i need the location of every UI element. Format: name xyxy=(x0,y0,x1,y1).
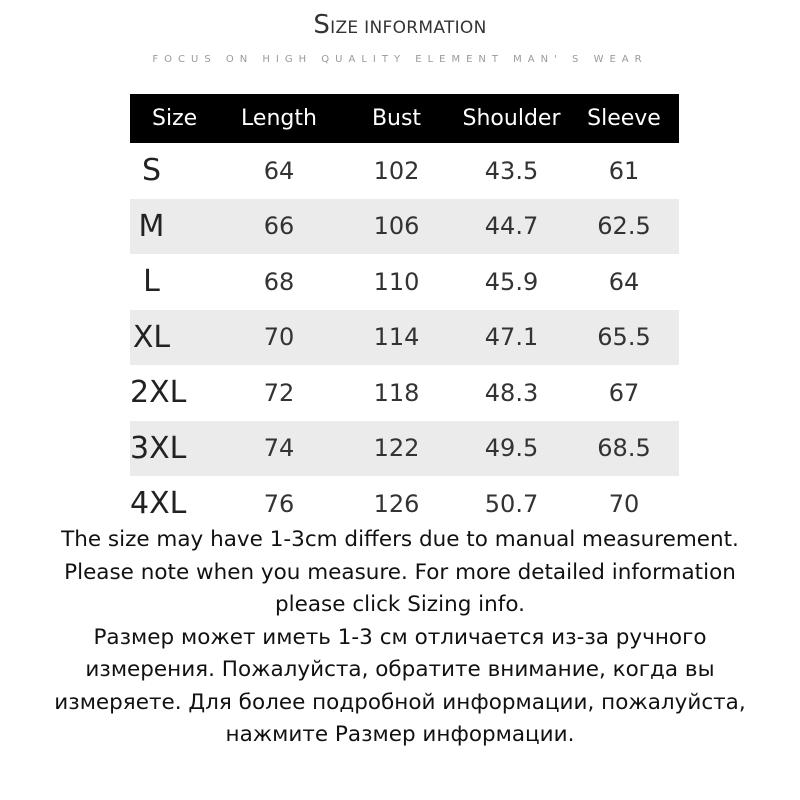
bust-cell: 122 xyxy=(339,421,454,477)
column-header-size: Size xyxy=(130,94,219,143)
note-line-ru: измерения. Пожалуйста, обратите внимание, когда вы xyxy=(85,657,715,682)
column-header-length: Length xyxy=(219,94,339,143)
column-header-sleeve: Sleeve xyxy=(569,94,679,143)
title-rest: IZE INFORMATION xyxy=(330,18,487,38)
table-row xyxy=(130,199,679,255)
sleeve-cell: 70 xyxy=(608,489,640,518)
table-row xyxy=(130,254,679,310)
size-cell: S xyxy=(141,153,162,189)
table-row xyxy=(130,143,679,199)
note-line-en: Please note when you measure. For more detailed information xyxy=(64,559,736,585)
length-cell: 70 xyxy=(219,310,339,366)
size-cell: M xyxy=(130,199,219,255)
sleeve-cell: 61 xyxy=(608,156,640,185)
bust-cell: 126 xyxy=(373,489,420,518)
bust-cell: 118 xyxy=(373,378,420,407)
note-line-ru: нажмите Размер информации. xyxy=(225,722,575,747)
length-cell: 72 xyxy=(263,378,295,407)
size-cell: 4XL xyxy=(130,486,187,522)
size-cell: XL xyxy=(130,310,219,366)
sleeve-cell: 64 xyxy=(608,267,640,296)
shoulder-cell: 49.5 xyxy=(454,421,569,477)
sleeve-cell: 68.5 xyxy=(569,421,679,477)
table-row xyxy=(130,365,679,421)
size-cell: L xyxy=(143,264,160,300)
note-line-ru: измеряете. Для более подробной информации, пожалуйста, xyxy=(54,689,746,715)
table-row xyxy=(130,310,679,366)
table-header-row xyxy=(130,94,679,143)
column-header-shoulder: Shoulder xyxy=(454,94,569,143)
length-cell: 64 xyxy=(263,156,295,185)
shoulder-cell: 47.1 xyxy=(454,310,569,366)
size-chart-table xyxy=(130,94,679,532)
measurement-notes xyxy=(40,524,760,752)
sleeve-cell: 65.5 xyxy=(569,310,679,366)
size-cell: 2XL xyxy=(130,375,187,411)
note-line-ru: Размер может иметь 1-3 см отличается из-за ручного xyxy=(93,624,707,650)
page-title xyxy=(0,10,800,40)
shoulder-cell: 43.5 xyxy=(484,156,539,185)
length-cell: 74 xyxy=(219,421,339,477)
shoulder-cell: 48.3 xyxy=(484,378,539,407)
bust-cell: 114 xyxy=(339,310,454,366)
shoulder-cell: 50.7 xyxy=(484,489,539,518)
bust-cell: 102 xyxy=(373,156,420,185)
length-cell: 68 xyxy=(263,267,295,296)
bust-cell: 110 xyxy=(373,267,420,296)
column-header-bust: Bust xyxy=(339,94,454,143)
shoulder-cell: 44.7 xyxy=(454,199,569,255)
bust-cell: 106 xyxy=(339,199,454,255)
note-line-en: The size may have 1-3cm differs due to manual measurement. xyxy=(61,527,739,552)
page-subtitle: FOCUS ON HIGH QUALITY ELEMENT MAN' S WEAR xyxy=(152,54,648,65)
shoulder-cell: 45.9 xyxy=(484,267,539,296)
size-cell: 3XL xyxy=(130,421,219,477)
table-row xyxy=(130,421,679,477)
length-cell: 76 xyxy=(263,489,295,518)
sleeve-cell: 67 xyxy=(608,378,640,407)
title-initial: S xyxy=(313,10,331,40)
sleeve-cell: 62.5 xyxy=(569,199,679,255)
length-cell: 66 xyxy=(219,199,339,255)
note-line-en: please click Sizing info. xyxy=(275,592,525,617)
